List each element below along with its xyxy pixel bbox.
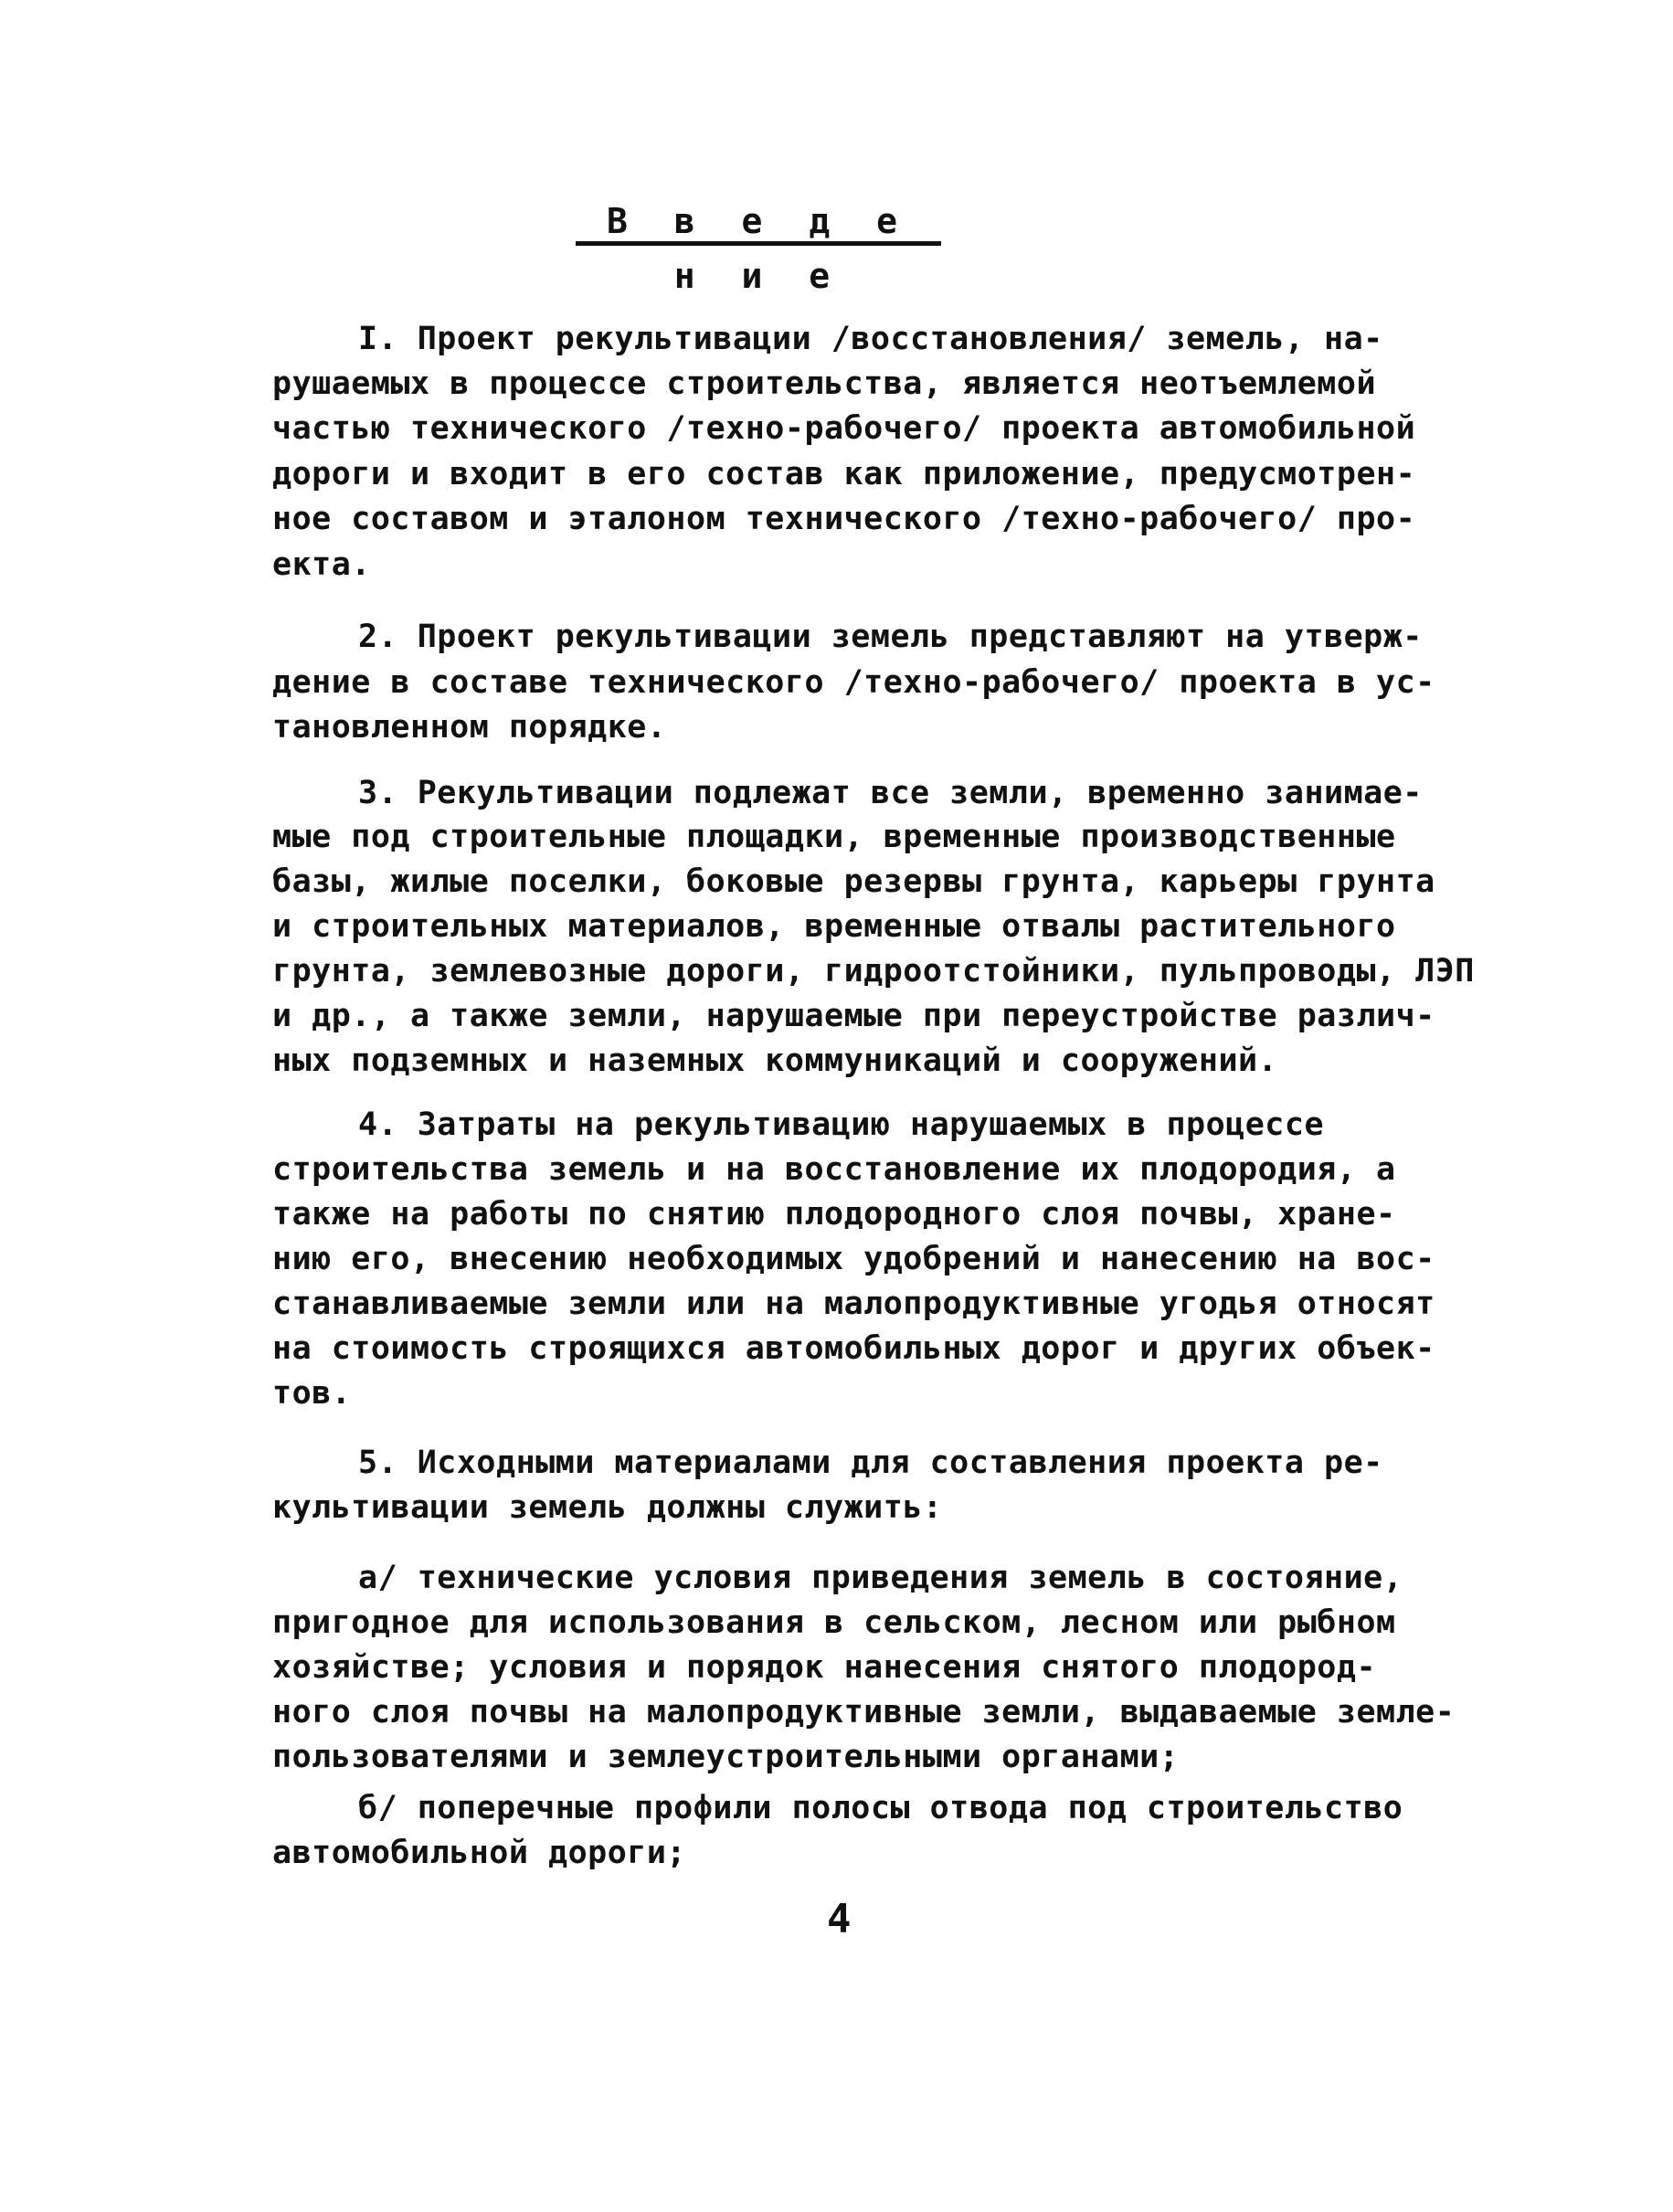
text-line: нию его, внесению необходимых удобрений и нанесению на вос- (272, 1241, 1435, 1277)
text-line: б/ поперечные профили полосы отвода под строительство (358, 1790, 1403, 1826)
text-line: 3. Рекультивации подлежат все земли, временно занимае- (358, 775, 1423, 811)
text-line: екта. (272, 546, 371, 583)
text-line: дороги и входит в его состав как приложение, предусмотрен- (272, 456, 1416, 492)
text-line: станавливаемые земли или на малопродуктивные угодья относят (272, 1286, 1435, 1322)
text-line: базы, жилые поселки, боковые резервы грунта, карьеры грунта (272, 863, 1435, 900)
page-number: 4 (827, 1896, 852, 1942)
text-line: автомобильной дороги; (272, 1835, 687, 1871)
text-line: хозяйстве; условия и порядок нанесения снятого плодород- (272, 1649, 1377, 1686)
text-line: ных подземных и наземных коммуникаций и сооружений. (272, 1042, 1278, 1079)
text-line: мые под строительные площадки, временные производственные (272, 819, 1396, 855)
title-underline (576, 241, 941, 246)
text-line: рушаемых в процессе строительства, является неотъемлемой (272, 365, 1377, 402)
text-line: пользователями и землеустроительными органами; (272, 1739, 1180, 1775)
text-line: I. Проект рекультивации /восстановления/ земель, на- (358, 321, 1383, 357)
text-line: дение в составе технического /техно-рабочего/ проекта в ус- (272, 664, 1435, 701)
text-line: 2. Проект рекультивации земель представляют на утверж- (358, 619, 1423, 655)
text-line: тов. (272, 1375, 352, 1412)
text-line: ное составом и эталоном технического /техно-рабочего/ про- (272, 501, 1416, 537)
text-line: и строительных материалов, временные отвалы растительного (272, 908, 1396, 945)
page-title: В в е д е н и е (607, 201, 910, 296)
text-line: ного слоя почвы на малопродуктивные земли, выдаваемые земле- (272, 1694, 1456, 1730)
text-line: грунта, землевозные дороги, гидроотстойники, пульпроводы, ЛЭП (272, 953, 1475, 990)
text-line: частью технического /техно-рабочего/ проекта автомобильной (272, 410, 1416, 447)
text-line: 5. Исходными материалами для составления проекта ре- (358, 1445, 1383, 1481)
text-line: культивации земель должны служить: (272, 1489, 943, 1526)
text-line: тановленном порядке. (272, 709, 667, 746)
text-line: строительства земель и на восстановление их плодородия, а (272, 1151, 1396, 1188)
text-line: на стоимость строящихся автомобильных дорог и других объек- (272, 1330, 1435, 1367)
text-line: пригодное для использования в сельском, лесном или рыбном (272, 1604, 1396, 1641)
text-line: 4. Затраты на рекультивацию нарушаемых в процессе (358, 1106, 1325, 1143)
text-line: а/ технические условия приведения земель в состояние, (358, 1560, 1403, 1596)
text-line: и др., а также земли, нарушаемые при переустройстве различ- (272, 998, 1435, 1034)
text-line: также на работы по снятию плодородного слоя почвы, хране- (272, 1196, 1396, 1233)
